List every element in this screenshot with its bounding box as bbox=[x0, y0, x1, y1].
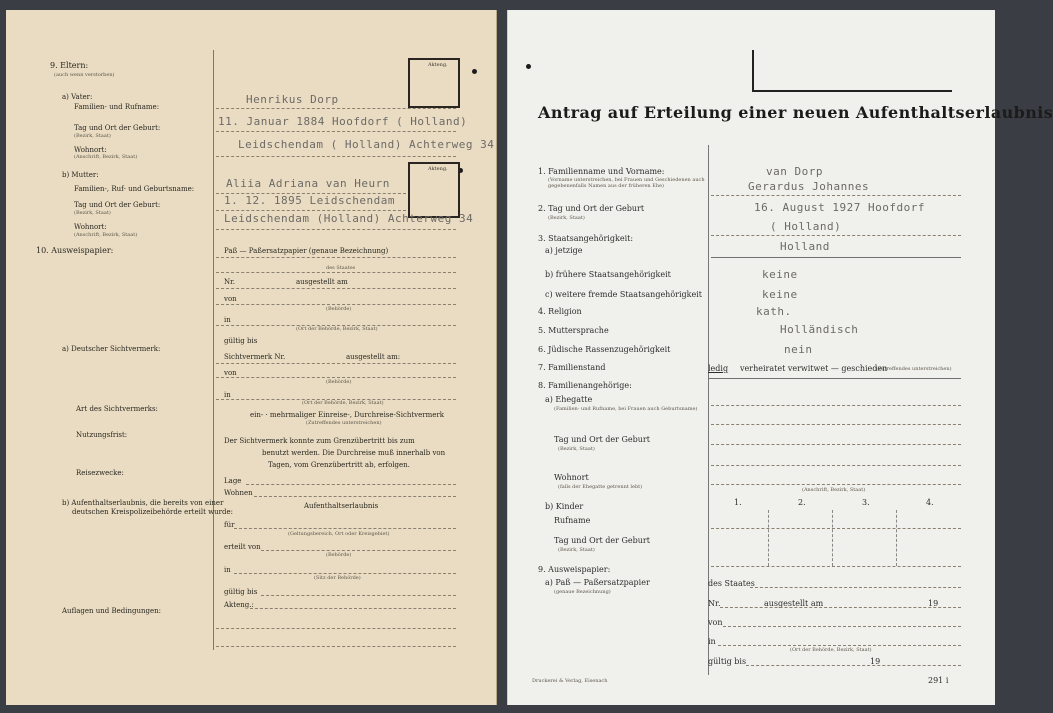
q8b-rufname: Rufname bbox=[554, 516, 591, 525]
line bbox=[261, 595, 456, 596]
label-vater-geburt-sub: (Bezirk, Staat) bbox=[74, 133, 111, 139]
line bbox=[711, 195, 961, 196]
line bbox=[216, 272, 456, 273]
form-von-2: von bbox=[224, 369, 237, 377]
form-ort-behoerde: (Ort der Behörde, Bezirk, Staat) bbox=[296, 326, 378, 332]
q8-wohnort-sub: (falls der Ehegatte getrennt lebt) bbox=[558, 484, 643, 490]
familienstand-hint: (Zutreffendes unterstreichen) bbox=[876, 366, 952, 372]
line bbox=[216, 257, 456, 258]
label-mutter-name: Familien-, Ruf- und Geburtsname: bbox=[74, 185, 195, 193]
vater-geburt-value: 11. Januar 1884 Hoofdorf ( Holland) bbox=[218, 115, 468, 128]
q8b-geburt-sub: (Bezirk, Staat) bbox=[558, 547, 595, 553]
line bbox=[261, 550, 456, 551]
line bbox=[216, 288, 456, 289]
label-vater-geburt: Tag und Ort der Geburt: bbox=[74, 124, 161, 132]
line bbox=[216, 363, 456, 364]
label-sichtvermerk: a) Deutscher Sichtvermerk: bbox=[62, 345, 161, 353]
label-mutter-wohnort-sub: (Anschrift, Bezirk, Staat) bbox=[74, 232, 138, 238]
form-nf-2: benutzt werden. Die Durchreise muß innerhalb von bbox=[262, 449, 446, 457]
label-vater-wohnort: Wohnort: bbox=[74, 146, 107, 154]
form-ausgestellt: ausgestellt am bbox=[296, 278, 348, 286]
q9a-sub: (genaue Bezeichnung) bbox=[554, 589, 611, 595]
form-in-3: in bbox=[224, 566, 231, 574]
pass-nr: Nr. bbox=[708, 599, 721, 608]
line bbox=[234, 573, 456, 574]
label-aufenthalt: b) Aufenthaltserlaubnis, die bereits von einer bbox=[62, 499, 224, 507]
form-akteng: Akteng.: bbox=[224, 601, 254, 609]
line bbox=[216, 131, 456, 132]
label-reisezwecke: Reisezwecke: bbox=[76, 469, 124, 477]
pass-jahr-2: 19 bbox=[870, 657, 881, 666]
answer-geburt: 16. August 1927 Hoofdorf bbox=[754, 201, 925, 214]
line bbox=[708, 378, 961, 379]
column-divider bbox=[768, 510, 769, 566]
form-in-2: in bbox=[224, 391, 231, 399]
form-behoerde-3: (Behörde) bbox=[326, 552, 352, 558]
label-aufenthalt-2: deutschen Kreispolizeibehörde erteilt wurde: bbox=[72, 508, 233, 516]
q2-sub: (Bezirk, Staat) bbox=[548, 215, 585, 221]
form-sitz: (Sitz der Behörde) bbox=[314, 575, 361, 581]
document-number-box bbox=[408, 58, 460, 108]
q6-label: 6. Jüdische Rassenzugehörigkeit bbox=[538, 345, 671, 354]
line bbox=[246, 484, 456, 485]
answer-frueher: keine bbox=[762, 268, 798, 281]
familienstand-ledig: ledig bbox=[708, 364, 729, 373]
label-auflagen: Auflagen und Bedingungen: bbox=[62, 607, 161, 615]
pass-staat: des Staates bbox=[708, 579, 755, 588]
line bbox=[216, 210, 406, 211]
line bbox=[711, 528, 961, 529]
line bbox=[711, 566, 961, 567]
q3c-label: c) weitere fremde Staatsangehörigkeit bbox=[545, 290, 702, 299]
q3b-label: b) frühere Staatsangehörigkeit bbox=[545, 270, 671, 279]
line bbox=[711, 444, 961, 445]
column-divider bbox=[213, 50, 214, 650]
form-gueltig-2: gültig bis bbox=[224, 588, 258, 596]
q8-geburt-label: Tag und Ort der Geburt bbox=[554, 435, 650, 444]
form-erteilt: erteilt von bbox=[224, 543, 261, 551]
anschrift-hint: (Anschrift, Bezirk, Staat) bbox=[802, 487, 866, 493]
line bbox=[216, 108, 456, 109]
form-pass: Paß — Paßersatzpapier (genaue Bezeichnung) bbox=[224, 247, 389, 255]
line bbox=[216, 377, 456, 378]
line bbox=[723, 626, 961, 627]
label-mutter-geburt-sub: (Bezirk, Staat) bbox=[74, 210, 111, 216]
line bbox=[711, 465, 961, 466]
kinder-col-3: 3. bbox=[862, 498, 870, 507]
label-nutzungsfrist: Nutzungsfrist: bbox=[76, 431, 128, 439]
form-behoerde-2: (Behörde) bbox=[326, 379, 352, 385]
line bbox=[216, 229, 456, 230]
mutter-geburt-value: 1. 12. 1895 Leidschendam bbox=[224, 194, 395, 207]
form-fuer-sub: (Geltungsbereich, Ort oder Kreisgebiet) bbox=[288, 531, 390, 537]
kinder-col-4: 4. bbox=[926, 498, 934, 507]
form-lage: Lage bbox=[224, 477, 242, 485]
form-sv-nr: Sichtvermerk Nr. bbox=[224, 353, 286, 361]
box-label: Akteng. bbox=[428, 166, 448, 172]
punch-hole bbox=[526, 64, 531, 69]
vater-wohnort-value: Leidschendam ( Holland) Achterweg 34 bbox=[238, 138, 495, 151]
line bbox=[711, 405, 961, 406]
column-divider bbox=[708, 145, 709, 675]
answer-vorname: Gerardus Johannes bbox=[748, 180, 870, 193]
vater-name-value: Henrikus Dorp bbox=[246, 93, 339, 106]
label-vater: a) Vater: bbox=[62, 93, 93, 101]
label-mutter: b) Mutter: bbox=[62, 171, 99, 179]
familienstand-options: verheiratet verwitwet — geschieden bbox=[740, 364, 888, 373]
answer-name: van Dorp bbox=[766, 165, 823, 178]
punch-hole bbox=[472, 69, 477, 74]
q8b-label: b) Kinder bbox=[545, 502, 584, 511]
pass-von: von bbox=[708, 618, 723, 627]
form-wohnen: Wohnen bbox=[224, 489, 253, 497]
box-label: Akteng. bbox=[428, 62, 448, 68]
pass-in: in bbox=[708, 637, 716, 646]
kinder-col-1: 1. bbox=[734, 498, 742, 507]
mutter-wohnort-value: Leidschendam (Holland) Achterweg 34 bbox=[224, 212, 474, 225]
form-des-staates: des Staates bbox=[326, 265, 356, 271]
label-eltern-sub: (auch wenn verstorben) bbox=[54, 72, 115, 78]
line bbox=[720, 607, 961, 608]
answer-religion: kath. bbox=[756, 305, 792, 318]
q8b-geburt-label: Tag und Ort der Geburt bbox=[554, 536, 650, 545]
q9-label: 9. Ausweispapier: bbox=[538, 565, 611, 574]
left-page bbox=[6, 10, 497, 705]
printer-imprint: Druckerei & Verlag, Eisenach bbox=[532, 678, 608, 684]
corner-mark bbox=[752, 90, 952, 92]
answer-sprache: Holländisch bbox=[780, 323, 859, 336]
line bbox=[216, 646, 456, 647]
q3-label: 3. Staatsangehörigkeit: bbox=[538, 234, 634, 243]
label-ausweis: 10. Ausweispapier: bbox=[36, 246, 114, 255]
line bbox=[746, 665, 961, 666]
mutter-name-value: Aliia Adriana van Heurn bbox=[226, 177, 390, 190]
q9a-label: a) Paß — Paßersatzpapier bbox=[545, 578, 650, 587]
form-ae: Aufenthaltserlaubnis bbox=[304, 502, 379, 510]
q8-wohnort-label: Wohnort bbox=[554, 473, 589, 482]
q7-label: 7. Familienstand bbox=[538, 363, 606, 372]
column-divider bbox=[896, 510, 897, 566]
q1-sub: (Vorname unterstreichen, bei Frauen und Geschiedenen auch bbox=[548, 177, 705, 183]
line bbox=[234, 528, 456, 529]
right-page bbox=[507, 10, 1053, 705]
line bbox=[250, 608, 456, 609]
line bbox=[216, 304, 456, 305]
label-mutter-wohnort: Wohnort: bbox=[74, 223, 107, 231]
form-fuer: für bbox=[224, 521, 235, 529]
pass-ausgestellt: ausgestellt am bbox=[764, 599, 824, 608]
label-vater-wohnort-sub: (Anschrift, Bezirk, Staat) bbox=[74, 154, 138, 160]
form-gueltig: gültig bis bbox=[224, 337, 258, 345]
form-nf-1: Der Sichtvermerk konnte zum Grenzübertritt bis zum bbox=[224, 437, 415, 445]
answer-jetzige: Holland bbox=[780, 240, 830, 253]
q3a-label: a) jetzige bbox=[545, 246, 583, 255]
form-nf-3: Tagen, vom Grenzübertritt ab, erfolgen. bbox=[268, 461, 410, 469]
q2-label: 2. Tag und Ort der Geburt bbox=[538, 204, 645, 213]
label-eltern: 9. Eltern: bbox=[50, 61, 89, 70]
pass-jahr: 19 bbox=[928, 599, 939, 608]
line bbox=[254, 496, 456, 497]
answer-juedisch: nein bbox=[784, 343, 813, 356]
answer-geburt-2: ( Holland) bbox=[770, 220, 842, 233]
kinder-col-2: 2. bbox=[798, 498, 806, 507]
form-von: von bbox=[224, 295, 237, 303]
form-ort-2: (Ort der Behörde, Bezirk, Staat) bbox=[302, 400, 384, 406]
form-ausgestellt-2: ausgestellt am: bbox=[346, 353, 401, 361]
line bbox=[750, 587, 961, 588]
pass-gueltig: gültig bis bbox=[708, 657, 747, 666]
form-behoerde: (Behörde) bbox=[326, 306, 352, 312]
label-art-sichtvermerk: Art des Sichtvermerks: bbox=[76, 405, 158, 413]
column-divider bbox=[832, 510, 833, 566]
line bbox=[216, 156, 456, 157]
q8-geburt-sub: (Bezirk, Staat) bbox=[558, 446, 595, 452]
answer-weitere: keine bbox=[762, 288, 798, 301]
line bbox=[711, 424, 961, 425]
q8a-label: a) Ehegatte bbox=[545, 395, 593, 404]
form-art-sub: (Zutreffendes unterstreichen) bbox=[306, 420, 382, 426]
q1-label: 1. Familienname und Vorname: bbox=[538, 167, 665, 176]
line bbox=[718, 645, 961, 646]
q8a-sub: (Familien- und Rufname, bei Frauen auch Geburtsname) bbox=[554, 406, 698, 412]
form-heading: Antrag auf Erteilung einer neuen Aufenthaltserlaubnis bbox=[538, 103, 1053, 122]
q8-label: 8. Familienangehörige: bbox=[538, 381, 632, 390]
corner-mark bbox=[752, 50, 754, 90]
document-number-box bbox=[408, 162, 460, 218]
line bbox=[216, 628, 456, 629]
line bbox=[711, 235, 961, 236]
form-art: ein- · mehrmaliger Einreise-, Durchreise-Sichtvermerk bbox=[250, 411, 444, 419]
page-number: 291 i bbox=[928, 676, 949, 685]
q4-label: 4. Religion bbox=[538, 307, 582, 316]
form-nr: Nr. bbox=[224, 278, 235, 286]
form-in: in bbox=[224, 316, 231, 324]
line bbox=[711, 484, 961, 485]
q1-sub-2: gegebenenfalls Namen aus der früheren Ehe) bbox=[548, 183, 665, 189]
label-mutter-geburt: Tag und Ort der Geburt: bbox=[74, 201, 161, 209]
line bbox=[711, 257, 961, 258]
label-vater-name: Familien- und Rufname: bbox=[74, 103, 160, 111]
q5-label: 5. Muttersprache bbox=[538, 326, 609, 335]
pass-ort: (Ort der Behörde, Bezirk, Staat) bbox=[790, 647, 872, 653]
